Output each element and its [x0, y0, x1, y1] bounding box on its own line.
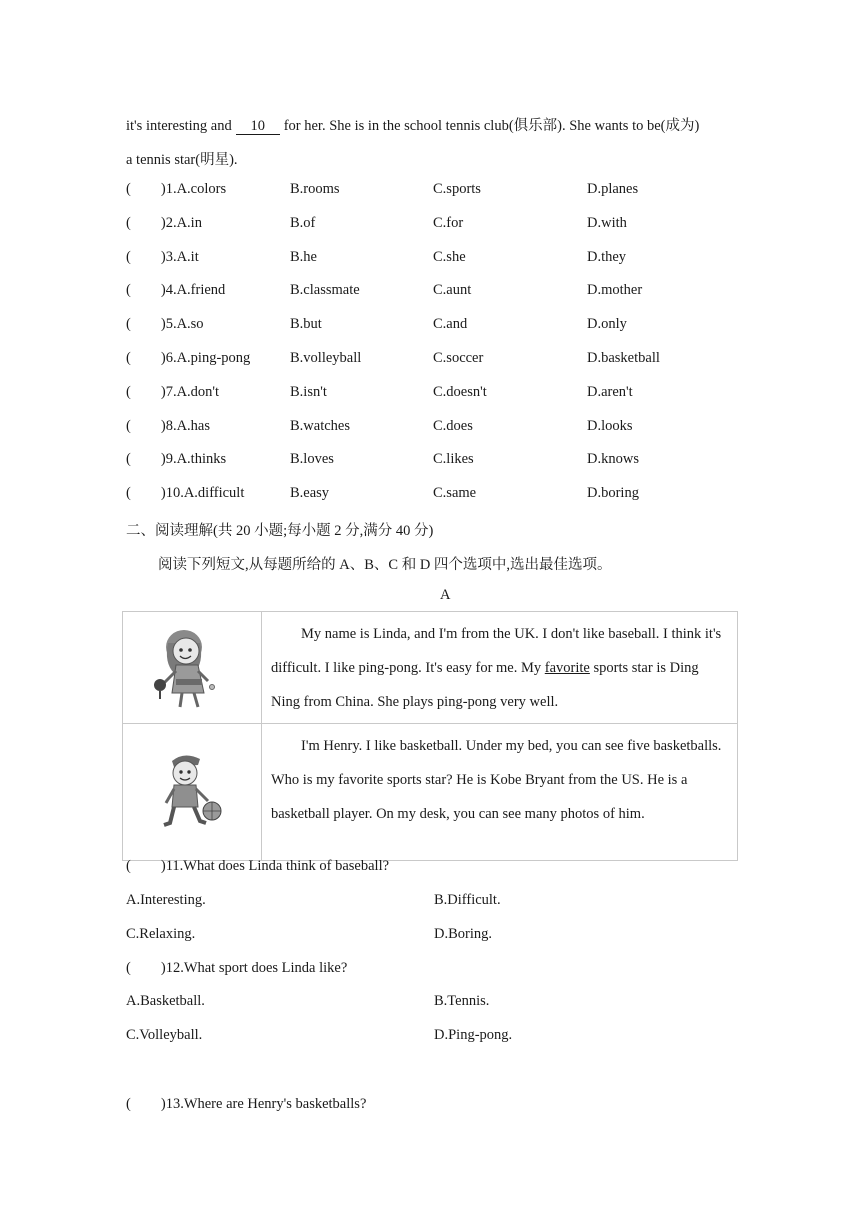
cloze-blank-10: 10 — [236, 119, 280, 135]
boy-basketball-illustration — [124, 725, 260, 859]
cloze-question-number-and-option-a: ( )6.A.ping-pong — [126, 350, 251, 366]
cloze-option-c: C.same — [433, 485, 477, 502]
cloze-line-2: a tennis star(明星). — [126, 152, 238, 168]
underlined-word-favorite: favorite — [544, 660, 590, 676]
cloze-question-row — [126, 316, 746, 336]
question-12-option-a: A.Basketball. — [126, 993, 205, 1009]
cloze-option-c: C.for — [433, 214, 464, 231]
cloze-option-c: C.does — [433, 417, 473, 434]
cloze-option-b: B.but — [290, 316, 322, 333]
question-11-option-c: C.Relaxing. — [126, 926, 196, 942]
cloze-text-before-blank: it's interesting and — [126, 118, 232, 134]
cloze-option-d: D.with — [587, 214, 627, 231]
cloze-option-d: D.planes — [587, 181, 639, 197]
cloze-question-row — [126, 384, 746, 404]
cloze-option-d: D.boring — [587, 485, 639, 502]
cloze-question-number-and-option-a: ( )9.A.thinks — [126, 451, 227, 468]
cloze-question-number-and-option-a: ( )2.A.in — [126, 214, 202, 231]
cloze-option-d: D.aren't — [587, 383, 633, 400]
passage-linda — [262, 612, 738, 724]
passage-henry — [262, 724, 738, 861]
cloze-question-number-and-option-a: ( )3.A.it — [126, 248, 199, 265]
cloze-option-b: B.isn't — [290, 383, 327, 400]
cloze-question-row — [126, 485, 746, 505]
cloze-option-b: B.he — [290, 248, 317, 265]
question-11-option-a: A.Interesting. — [126, 892, 206, 908]
cloze-question-row — [126, 282, 746, 302]
linda-text-part1: My name is Linda, and I'm from the UK. I don't like baseball. I think it's difficult. I like ping-pong. It's easy for me. My — [271, 626, 722, 676]
cloze-option-c: C.sports — [433, 181, 481, 197]
cloze-option-b: B.rooms — [290, 181, 340, 197]
cloze-question-number-and-option-a: ( )10.A.difficult — [126, 485, 245, 502]
henry-text: I'm Henry. I like basketball. Under my bed, you can see five basketballs. Who is my favorite sports star? He is Kobe Bryant from the US. He is a basketball player. On my desk, you can see many photos of him. — [271, 738, 722, 822]
cloze-option-b: B.classmate — [290, 282, 360, 299]
question-11-stem: ( )11.What does Linda think of baseball? — [126, 858, 390, 874]
cloze-option-c: C.doesn't — [433, 383, 487, 400]
question-12-option-d: D.Ping-pong. — [434, 1027, 513, 1043]
cloze-question-row — [126, 249, 746, 269]
cloze-text-after-blank: for her. She is in the school tennis club(俱乐部). She wants to be(成为) — [283, 118, 700, 134]
cloze-option-d: D.mother — [587, 282, 643, 299]
cloze-option-d: D.knows — [587, 451, 639, 468]
passage-table — [122, 611, 738, 861]
cloze-option-c: C.she — [433, 248, 466, 265]
linda-text-part2: sports star is Ding Ning from China. She plays ping-pong very well. — [271, 660, 699, 710]
cloze-option-b: B.watches — [290, 417, 350, 434]
girl-ping-pong-illustration — [124, 613, 260, 713]
cloze-option-b: B.of — [290, 214, 316, 231]
cloze-question-number-and-option-a: ( )7.A.don't — [126, 383, 220, 400]
cloze-option-c: C.and — [433, 316, 468, 333]
question-11-option-b: B.Difficult. — [434, 892, 501, 908]
cloze-question-number-and-option-a: ( )8.A.has — [126, 417, 210, 434]
cloze-question-row — [126, 451, 746, 471]
question-11-option-d: D.Boring. — [434, 926, 492, 942]
cloze-question-row — [126, 350, 746, 370]
picture-cell — [123, 612, 262, 724]
cloze-question-number-and-option-a: ( )4.A.friend — [126, 282, 226, 299]
cloze-question-row — [126, 418, 746, 438]
question-12-option-b: B.Tennis. — [434, 993, 490, 1009]
cloze-option-b: B.loves — [290, 451, 334, 468]
cloze-option-d: D.only — [587, 316, 627, 333]
cloze-question-row — [126, 215, 746, 235]
cloze-line-1 — [126, 114, 699, 135]
cloze-option-d: D.looks — [587, 417, 633, 434]
passage-row-linda — [123, 612, 738, 724]
cloze-question-number-and-option-a: ( )1.A.colors — [126, 181, 227, 197]
question-12-stem: ( )12.What sport does Linda like? — [126, 960, 348, 976]
cloze-option-d: D.they — [587, 248, 627, 265]
cloze-option-d: D.basketball — [587, 350, 660, 366]
cloze-question-number-and-option-a: ( )5.A.so — [126, 316, 204, 333]
cloze-option-c: C.aunt — [433, 282, 472, 299]
picture-cell — [123, 724, 262, 861]
cloze-option-b: B.easy — [290, 485, 330, 502]
section-heading: 二、阅读理解(共 20 小题;每小题 2 分,满分 40 分) — [126, 523, 434, 539]
cloze-option-c: C.soccer — [433, 350, 484, 366]
passage-label: A — [440, 587, 451, 603]
section-instruction: 阅读下列短文,从每题所给的 A、B、C 和 D 四个选项中,选出最佳选项。 — [158, 557, 612, 573]
question-12-option-c: C.Volleyball. — [126, 1027, 203, 1043]
cloze-option-b: B.volleyball — [290, 350, 362, 366]
passage-row-henry — [123, 724, 738, 861]
cloze-question-row — [126, 181, 746, 201]
question-13-stem: ( )13.Where are Henry's basketballs? — [126, 1096, 367, 1112]
cloze-option-c: C.likes — [433, 451, 474, 468]
